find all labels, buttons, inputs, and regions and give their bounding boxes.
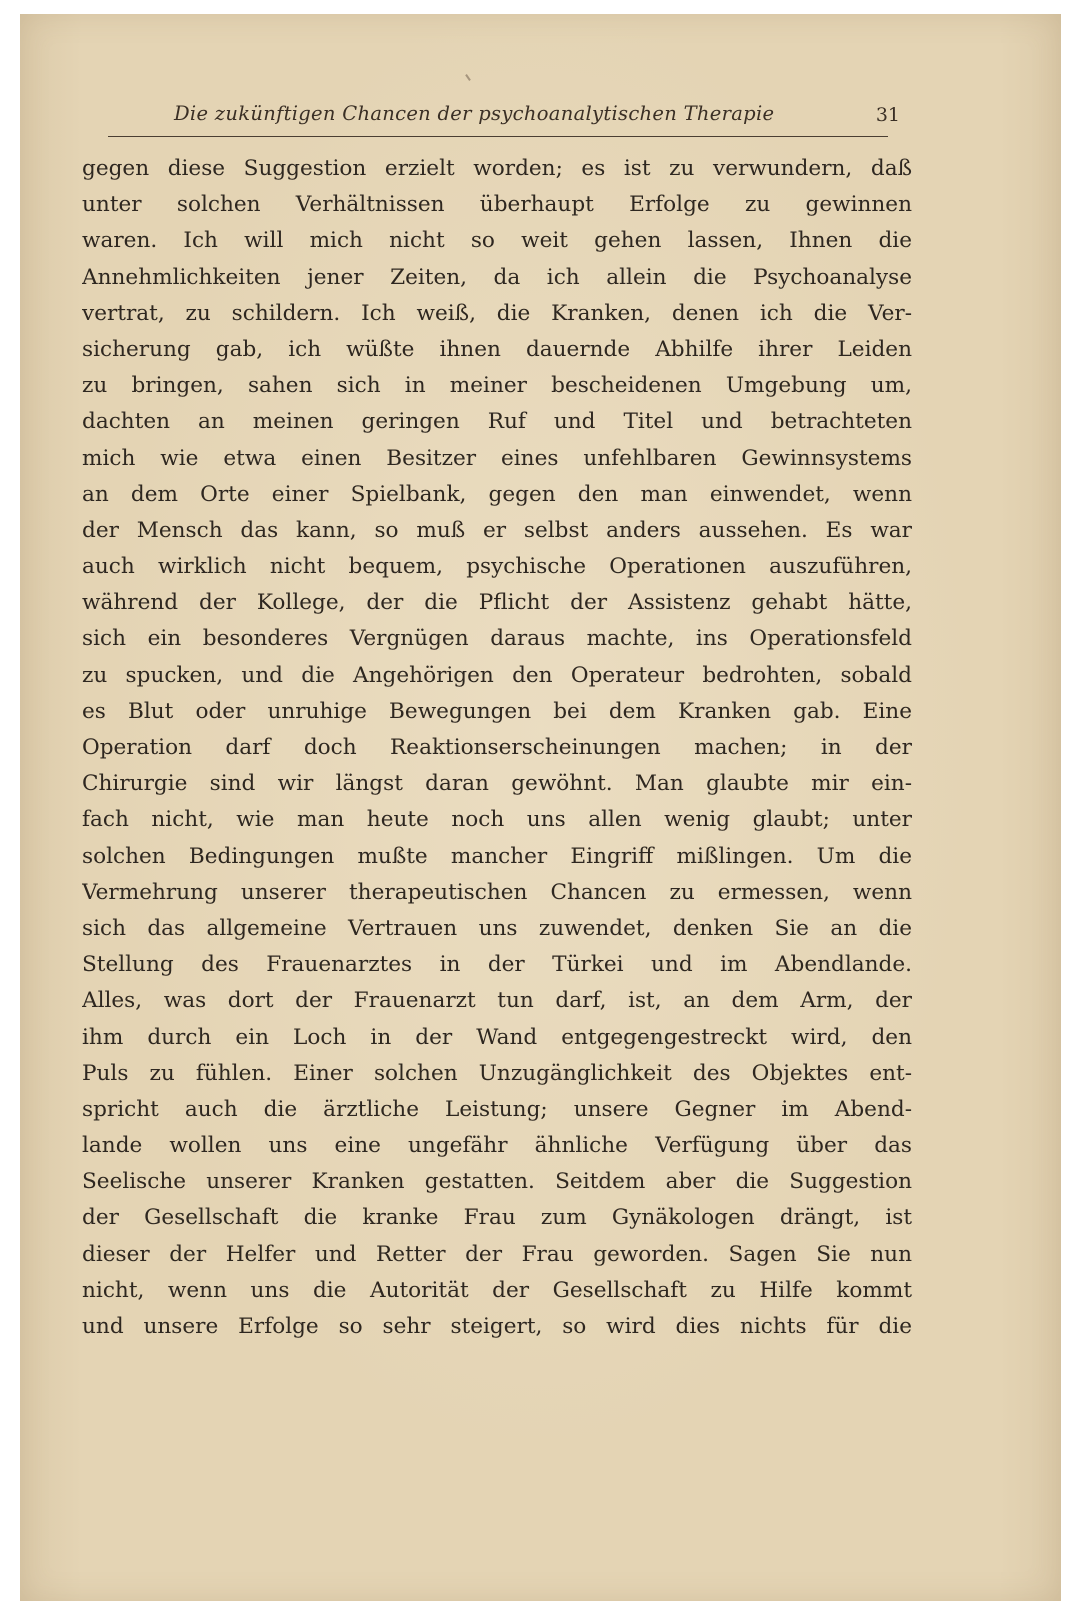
text-line: Puls zu fühlen. Einer solchen Unzugänglichkeit des Objektes ent-: [82, 1060, 912, 1086]
text-line: auch wirklich nicht bequem, psychische Operationen auszuführen,: [82, 554, 912, 580]
text-line: und unsere Erfolge so sehr steigert, so wird dies nichts für die: [82, 1314, 912, 1339]
text-line: Stellung des Frauenarztes in der Türkei und im Abendlande.: [82, 952, 912, 978]
text-line: waren. Ich will mich nicht so weit gehen lassen, Ihnen die: [82, 228, 912, 254]
text-line: es Blut oder unruhige Bewegungen bei dem Kranken gab. Eine: [82, 698, 912, 724]
text-line: mich wie etwa einen Besitzer eines unfehlbaren Gewinnsystems: [82, 445, 912, 471]
page-number: 31: [875, 104, 900, 126]
text-line: dieser der Helfer und Retter der Frau geworden. Sagen Sie nun: [82, 1241, 912, 1267]
text-line: Operation darf doch Reaktionserscheinungen machen; in der: [82, 735, 912, 760]
text-line: Vermehrung unserer therapeutischen Chancen zu ermessen, wenn: [82, 879, 912, 905]
text-line: lande wollen uns eine ungefähr ähnliche Verfügung über das: [82, 1133, 912, 1159]
header-rule: [108, 136, 888, 137]
text-line: der Gesellschaft die kranke Frau zum Gynäkologen drängt, ist: [82, 1205, 912, 1231]
text-line: während der Kollege, der die Pflicht der Assistenz gehabt hätte,: [82, 590, 912, 616]
text-line: solchen Bedingungen mußte mancher Eingriff mißlingen. Um die: [82, 843, 912, 869]
page-header: [86, 102, 910, 132]
text-line: ihm durch ein Loch in der Wand entgegengestreckt wird, den: [82, 1024, 912, 1050]
text-line: an dem Orte einer Spielbank, gegen den man einwendet, wenn: [82, 481, 912, 507]
text-line: Seelische unserer Kranken gestatten. Seitdem aber die Suggestion: [82, 1169, 912, 1195]
running-title: Die zukünftigen Chancen der psychoanalytischen Therapie: [174, 102, 775, 125]
text-line: sicherung gab, ich wüßte ihnen dauernde Abhilfe ihrer Leiden: [82, 336, 912, 362]
text-line: sich das allgemeine Vertrauen uns zuwendet, denken Sie an die: [82, 915, 912, 941]
text-line: Alles, was dort der Frauenarzt tun darf, ist, an dem Arm, der: [82, 988, 912, 1014]
text-line: Annehmlichkeiten jener Zeiten, da ich allein die Psychoanalyse: [82, 264, 912, 290]
text-line: dachten an meinen geringen Ruf und Titel und betrachteten: [82, 409, 912, 435]
scanned-page: [20, 14, 1061, 1601]
text-line: gegen diese Suggestion erzielt worden; es ist zu verwundern, daß: [82, 156, 912, 181]
text-line: Chirurgie sind wir längst daran gewöhnt. Man glaubte mir ein-: [82, 771, 912, 797]
text-line: zu spucken, und die Angehörigen den Operateur bedrohten, sobald: [82, 662, 912, 688]
text-line: unter solchen Verhältnissen überhaupt Erfolge zu gewinnen: [82, 192, 912, 218]
text-line: fach nicht, wie man heute noch uns allen wenig glaubt; unter: [82, 807, 912, 833]
text-line: sich ein besonderes Vergnügen daraus machte, ins Operationsfeld: [82, 626, 912, 652]
text-line: der Mensch das kann, so muß er selbst anders aussehen. Es war: [82, 517, 912, 543]
text-line: spricht auch die ärztliche Leistung; unsere Gegner im Abend-: [82, 1096, 912, 1122]
text-line: vertrat, zu schildern. Ich weiß, die Kranken, denen ich die Ver-: [82, 300, 912, 326]
body-text: [82, 151, 912, 1345]
text-line: zu bringen, sahen sich in meiner bescheidenen Umgebung um,: [82, 373, 912, 399]
text-line: nicht, wenn uns die Autorität der Gesellschaft zu Hilfe kommt: [82, 1277, 912, 1303]
print-speck: [465, 74, 471, 81]
